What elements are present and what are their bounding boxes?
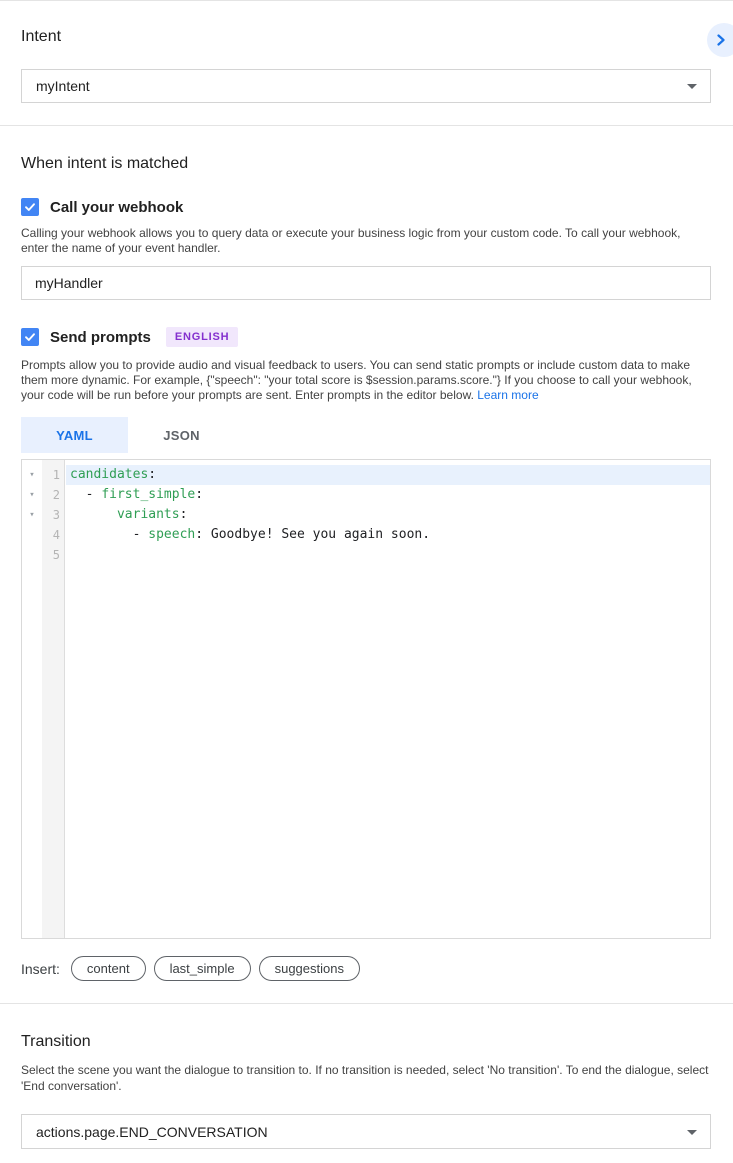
code-text: - speech: Goodbye! See you again soon. xyxy=(70,527,431,542)
intent-select[interactable] xyxy=(21,69,711,103)
code-text: - first_simple: xyxy=(70,487,204,502)
checkmark-icon xyxy=(24,201,36,213)
tab-json[interactable]: JSON xyxy=(163,427,200,443)
fold-spacer xyxy=(22,545,42,565)
call-webhook-label: Call your webhook xyxy=(50,198,184,216)
handler-name-input[interactable] xyxy=(21,266,711,300)
code-line[interactable] xyxy=(22,545,710,565)
call-webhook-checkbox[interactable] xyxy=(21,198,39,216)
code-line[interactable] xyxy=(22,485,710,505)
code-line[interactable] xyxy=(22,465,710,485)
insert-chips xyxy=(71,956,368,981)
prompts-description-text: Prompts allow you to provide audio and visual feedback to users. You can send static prompts or include custom data to make them more dynamic. For example, {"speech": "your total score is $session.params.score."} If you choose to call your webhook, your code will be run before your prompts are sent. Enter prompts in the editor below. xyxy=(21,358,692,402)
transition-select[interactable] xyxy=(21,1114,711,1149)
webhook-description: Calling your webhook allows you to query data or execute your business logic from your custom code. To call your webhook, enter the name of your event handler. xyxy=(21,226,681,255)
line-number: 4 xyxy=(52,528,60,542)
insert-label: Insert: xyxy=(21,960,60,977)
line-number: 5 xyxy=(52,548,60,562)
fold-spacer xyxy=(22,525,42,545)
insert-chip-content[interactable]: content xyxy=(71,956,146,981)
checkmark-icon xyxy=(24,331,36,343)
learn-more-link[interactable]: Learn more xyxy=(477,388,539,402)
fold-arrow-icon[interactable]: ▾ xyxy=(29,470,35,480)
prompts-checkbox-row xyxy=(21,327,711,347)
code-line[interactable] xyxy=(22,525,710,545)
intent-section-title: Intent xyxy=(21,28,62,45)
dropdown-caret-icon xyxy=(687,1130,697,1135)
transition-description: Select the scene you want the dialogue to transition to. If no transition is needed, select 'No transition'. To end the dialogue, select 'End conversation'. xyxy=(21,1063,709,1093)
webhook-checkbox-row xyxy=(21,198,711,216)
send-prompts-checkbox[interactable] xyxy=(21,328,39,346)
fold-arrow-icon[interactable]: ▾ xyxy=(29,510,35,520)
fold-arrow-icon[interactable]: ▾ xyxy=(29,490,35,500)
code-lines xyxy=(22,460,710,565)
language-badge: ENGLISH xyxy=(166,327,239,347)
editor-format-tabs xyxy=(21,417,711,453)
prompt-code-editor[interactable] xyxy=(21,459,711,939)
code-line[interactable] xyxy=(22,505,710,525)
prompts-description xyxy=(21,358,711,403)
tab-yaml[interactable]: YAML xyxy=(21,417,128,453)
code-text: variants: xyxy=(116,507,188,522)
dropdown-caret-icon xyxy=(687,84,697,89)
transition-select-value: actions.page.END_CONVERSATION xyxy=(36,1123,268,1140)
matched-section-title: When intent is matched xyxy=(21,155,189,172)
insert-row xyxy=(21,956,711,981)
chevron-right-icon xyxy=(715,34,727,46)
transition-section-title: Transition xyxy=(21,1033,91,1050)
line-number: 3 xyxy=(52,508,60,522)
code-text: candidates: xyxy=(66,465,710,485)
line-number: 2 xyxy=(52,488,60,502)
insert-chip-last_simple[interactable]: last_simple xyxy=(154,956,251,981)
send-prompts-label: Send prompts xyxy=(50,328,151,346)
section-divider xyxy=(0,125,733,126)
collapse-panel-button[interactable] xyxy=(707,23,733,57)
intent-select-value: myIntent xyxy=(36,78,90,94)
insert-chip-suggestions[interactable]: suggestions xyxy=(259,956,360,981)
line-number: 1 xyxy=(52,468,60,482)
code-text xyxy=(66,545,710,565)
section-divider xyxy=(0,1003,733,1004)
